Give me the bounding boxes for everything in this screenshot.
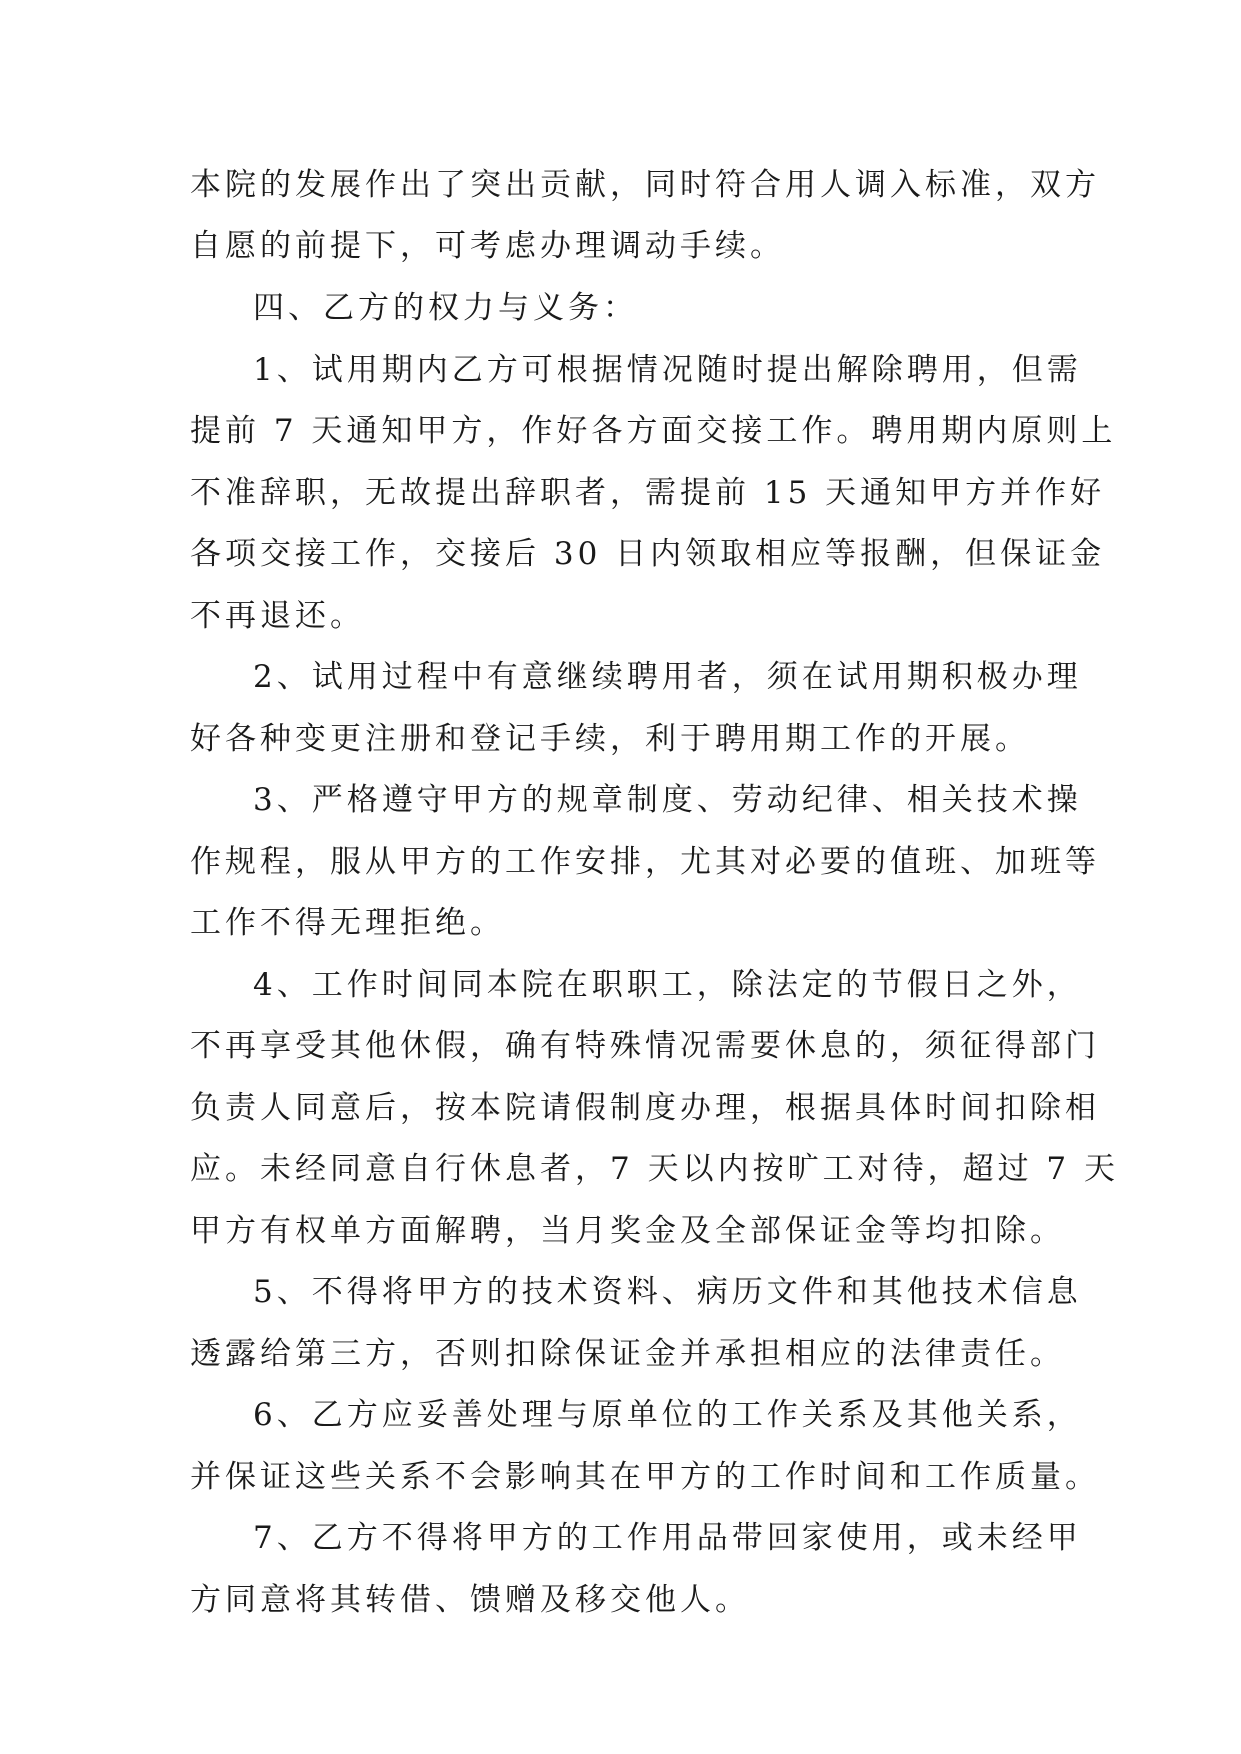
text-line: 7、乙方不得将甲方的工作用品带回家使用，或未经甲: [253, 1520, 1082, 1556]
section-heading: 四、乙方的权力与义务：: [253, 290, 638, 326]
text-line: 方同意将其转借、馈赠及移交他人。: [190, 1582, 750, 1618]
text-line: 3、严格遵守甲方的规章制度、劳动纪律、相关技术操: [253, 782, 1082, 818]
text-line: 负责人同意后，按本院请假制度办理，根据具体时间扣除相: [190, 1090, 1100, 1126]
text-line: 自愿的前提下，可考虑办理调动手续。: [190, 228, 785, 264]
text-line: 4、工作时间同本院在职职工，除法定的节假日之外，: [253, 967, 1082, 1003]
text-line: 2、试用过程中有意继续聘用者，须在试用期积极办理: [253, 659, 1082, 695]
text-line: 5、不得将甲方的技术资料、病历文件和其他技术信息: [253, 1274, 1082, 1310]
text-line: 提前 7 天通知甲方，作好各方面交接工作。聘用期内原则上: [190, 413, 1117, 449]
text-line: 1、试用期内乙方可根据情况随时提出解除聘用，但需: [253, 352, 1082, 388]
text-line: 工作不得无理拒绝。: [190, 905, 505, 941]
text-line: 应。未经同意自行休息者，7 天以内按旷工对待，超过 7 天: [190, 1151, 1120, 1187]
text-line: 各项交接工作，交接后 30 日内领取相应等报酬，但保证金: [190, 536, 1106, 572]
text-line: 好各种变更注册和登记手续，利于聘用期工作的开展。: [190, 721, 1030, 757]
text-line: 本院的发展作出了突出贡献，同时符合用人调入标准，双方: [190, 167, 1100, 203]
text-line: 不再享受其他休假，确有特殊情况需要休息的，须征得部门: [190, 1028, 1100, 1064]
text-line: 透露给第三方，否则扣除保证金并承担相应的法律责任。: [190, 1336, 1065, 1372]
text-line: 不准辞职，无故提出辞职者，需提前 15 天通知甲方并作好: [190, 475, 1106, 511]
text-line: 甲方有权单方面解聘，当月奖金及全部保证金等均扣除。: [190, 1213, 1065, 1249]
text-line: 并保证这些关系不会影响其在甲方的工作时间和工作质量。: [190, 1459, 1100, 1495]
text-line: 6、乙方应妥善处理与原单位的工作关系及其他关系，: [253, 1397, 1082, 1433]
text-line: 作规程，服从甲方的工作安排，尤其对必要的值班、加班等: [190, 844, 1100, 880]
text-line: 不再退还。: [190, 598, 365, 634]
